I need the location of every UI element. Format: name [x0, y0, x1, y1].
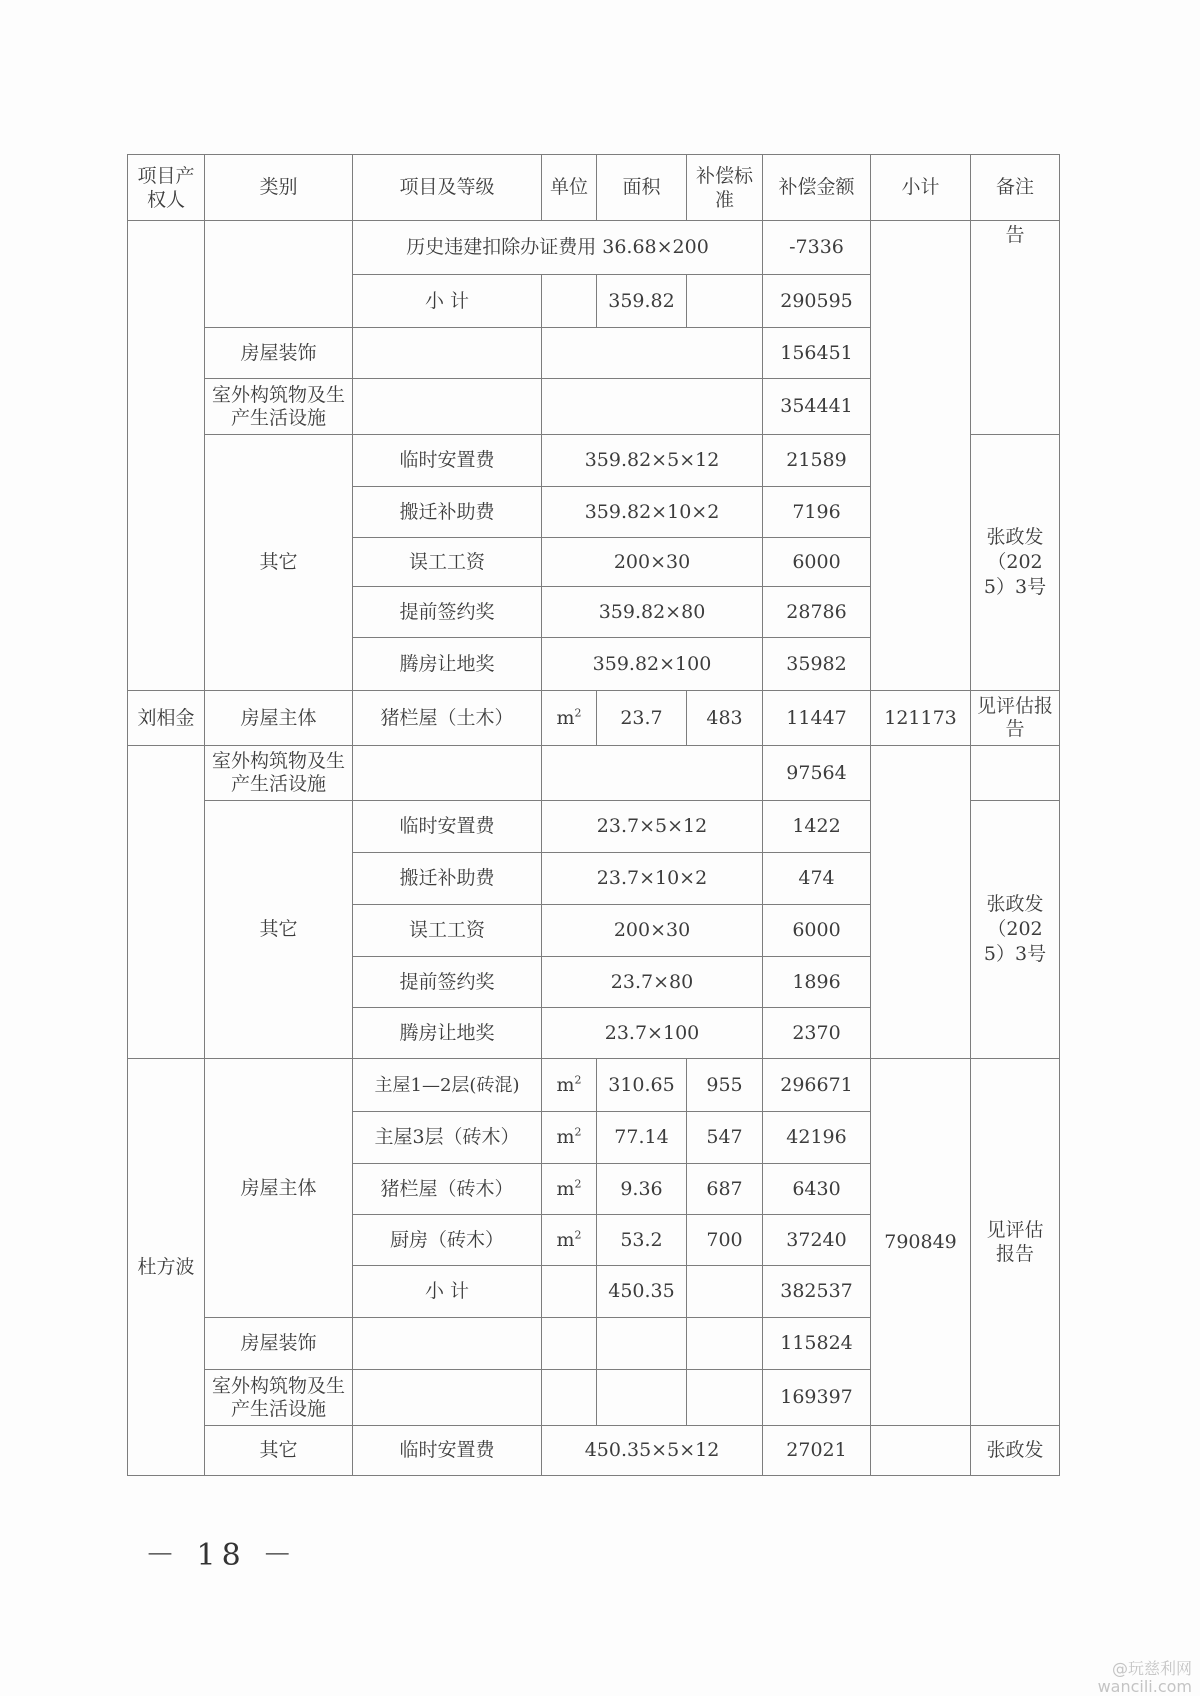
page-number: － 18 － [145, 1538, 299, 1573]
amount-cell: 1896 [763, 957, 871, 1008]
item-cell: 临时安置费 [353, 435, 542, 487]
item-cell: 猪栏屋（土木） [353, 691, 542, 746]
item-cell [353, 746, 542, 801]
area-cell [597, 1318, 687, 1370]
unit-superscript: 2 [574, 706, 582, 720]
unit-cell [542, 1059, 597, 1112]
category-cell-continued [205, 221, 353, 328]
item-cell: 主屋3层（砖木） [353, 1112, 542, 1164]
unit-cell [542, 1370, 597, 1426]
item-cell [353, 379, 542, 435]
amount-cell: 97564 [763, 746, 871, 801]
remark-cell: 张政发（2025）3号 [971, 801, 1060, 1059]
formula-cell: 200×30 [542, 905, 763, 957]
unit-superscript: 2 [574, 1228, 582, 1242]
amount-cell: 6000 [763, 538, 871, 587]
standard-cell [687, 1318, 763, 1370]
amount-cell: 37240 [763, 1215, 871, 1266]
formula-cell: 23.7×100 [542, 1008, 763, 1059]
area-cell: 77.14 [597, 1112, 687, 1164]
amount-cell: 21589 [763, 435, 871, 487]
subtotal-label: 小 计 [353, 275, 542, 328]
table-header-row [128, 155, 1060, 221]
formula-cell: 359.82×10×2 [542, 487, 763, 538]
watermark-line2: wancili.com [1097, 1677, 1192, 1696]
table-row [128, 1059, 1060, 1112]
standard-cell [687, 1266, 763, 1318]
owner-cell: 杜方波 [128, 1059, 205, 1476]
owner-cell: 刘相金 [128, 691, 205, 746]
item-cell: 临时安置费 [353, 801, 542, 853]
category-cell: 室外构筑物及生产生活设施 [205, 1370, 353, 1426]
table-row [128, 1426, 1060, 1476]
category-cell: 房屋装饰 [205, 1318, 353, 1370]
category-cell: 房屋主体 [205, 691, 353, 746]
amount-cell: 42196 [763, 1112, 871, 1164]
unit-text: m [556, 1228, 575, 1251]
header-subtotal: 小计 [871, 155, 971, 221]
amount-cell: 2370 [763, 1008, 871, 1059]
formula-cell: 359.82×100 [542, 638, 763, 691]
item-cell: 提前签约奖 [353, 587, 542, 638]
remark-cell: 张政发 [971, 1426, 1060, 1476]
remark-cell: 张政发（2025）3号 [971, 435, 1060, 691]
item-cell: 腾房让地奖 [353, 1008, 542, 1059]
unit-text: m [556, 1126, 575, 1148]
unit-superscript: 2 [574, 1073, 582, 1087]
area-cell: 53.2 [597, 1215, 687, 1266]
item-cell: 主屋1—2层(砖混) [353, 1059, 542, 1112]
unit-cell [542, 1112, 597, 1164]
area-cell [597, 1370, 687, 1426]
amount-cell: 169397 [763, 1370, 871, 1426]
unit-cell [542, 691, 597, 746]
unit-text: m [556, 1177, 575, 1200]
unit-cell [542, 1215, 597, 1266]
header-category: 类别 [205, 155, 353, 221]
unit-cell [542, 1164, 597, 1215]
table-row [128, 221, 1060, 275]
unit-text: m [556, 706, 575, 729]
area-cell: 9.36 [597, 1164, 687, 1215]
item-cell: 提前签约奖 [353, 957, 542, 1008]
amount-cell: 474 [763, 853, 871, 905]
item-cell: 厨房（砖木） [353, 1215, 542, 1266]
category-cell: 其它 [205, 801, 353, 1059]
category-cell: 房屋装饰 [205, 328, 353, 379]
formula-cell: 23.7×5×12 [542, 801, 763, 853]
header-unit: 单位 [542, 155, 597, 221]
area-cell: 310.65 [597, 1059, 687, 1112]
remark-cell: 见评估报告 [971, 1059, 1060, 1426]
standard-cell: 483 [687, 691, 763, 746]
unit-cell [542, 1318, 597, 1370]
header-item-grade: 项目及等级 [353, 155, 542, 221]
header-area: 面积 [597, 155, 687, 221]
header-remark: 备注 [971, 155, 1060, 221]
table-row [128, 691, 1060, 746]
header-amount: 补偿金额 [763, 155, 871, 221]
subtotal-cell-continued [871, 746, 971, 1059]
formula-cell: 359.82×5×12 [542, 435, 763, 487]
unit-cell [542, 1266, 597, 1318]
amount-cell: 27021 [763, 1426, 871, 1476]
header-standard: 补偿标准 [687, 155, 763, 221]
formula-cell: 359.82×80 [542, 587, 763, 638]
standard-cell [687, 1370, 763, 1426]
amount-cell: 28786 [763, 587, 871, 638]
amount-cell: 290595 [763, 275, 871, 328]
formula-cell: 200×30 [542, 538, 763, 587]
subtotal-cell: 121173 [871, 691, 971, 746]
compensation-table [127, 154, 1060, 1476]
remark-cell: 见评估报告 [971, 691, 1060, 746]
category-cell: 房屋主体 [205, 1059, 353, 1318]
subtotal-cell: 790849 [871, 1059, 971, 1426]
item-cell: 搬迁补助费 [353, 487, 542, 538]
unit-cell [542, 275, 597, 328]
amount-cell: 156451 [763, 328, 871, 379]
item-cell [353, 1370, 542, 1426]
owner-cell-continued [128, 746, 205, 1059]
amount-cell: 11447 [763, 691, 871, 746]
subtotal-label: 小 计 [353, 1266, 542, 1318]
amount-cell: 6000 [763, 905, 871, 957]
amount-cell: 1422 [763, 801, 871, 853]
amount-cell: 382537 [763, 1266, 871, 1318]
category-cell: 室外构筑物及生产生活设施 [205, 746, 353, 801]
remark-cell: 告 [971, 221, 1060, 435]
amount-cell: 35982 [763, 638, 871, 691]
merged-empty-cell [542, 746, 763, 801]
subtotal-cell-continued [871, 221, 971, 691]
item-cell: 临时安置费 [353, 1426, 542, 1476]
item-cell: 误工工资 [353, 538, 542, 587]
merged-empty-cell [542, 328, 763, 379]
remark-cell [971, 746, 1060, 801]
amount-cell: 7196 [763, 487, 871, 538]
standard-cell: 700 [687, 1215, 763, 1266]
item-cell: 误工工资 [353, 905, 542, 957]
header-owner: 项目产权人 [128, 155, 205, 221]
table-row [128, 746, 1060, 801]
illegal-deduction-label: 历史违建扣除办证费用 36.68×200 [353, 221, 763, 275]
unit-text: m [556, 1073, 575, 1096]
unit-superscript: 2 [574, 1125, 582, 1139]
standard-cell: 955 [687, 1059, 763, 1112]
item-cell [353, 328, 542, 379]
item-cell [353, 1318, 542, 1370]
formula-cell: 23.7×10×2 [542, 853, 763, 905]
watermark-line1: @玩慈利网 [1111, 1659, 1192, 1678]
formula-cell: 23.7×80 [542, 957, 763, 1008]
area-cell: 359.82 [597, 275, 687, 328]
area-cell: 450.35 [597, 1266, 687, 1318]
standard-cell [687, 275, 763, 328]
amount-cell: 296671 [763, 1059, 871, 1112]
merged-empty-cell [542, 379, 763, 435]
amount-cell: -7336 [763, 221, 871, 275]
item-cell: 搬迁补助费 [353, 853, 542, 905]
standard-cell: 687 [687, 1164, 763, 1215]
category-cell: 其它 [205, 435, 353, 691]
amount-cell: 354441 [763, 379, 871, 435]
watermark [1098, 1660, 1192, 1696]
item-cell: 腾房让地奖 [353, 638, 542, 691]
item-cell: 猪栏屋（砖木） [353, 1164, 542, 1215]
formula-cell: 450.35×5×12 [542, 1426, 763, 1476]
category-cell: 其它 [205, 1426, 353, 1476]
category-cell: 室外构筑物及生产生活设施 [205, 379, 353, 435]
amount-cell: 115824 [763, 1318, 871, 1370]
standard-cell: 547 [687, 1112, 763, 1164]
area-cell: 23.7 [597, 691, 687, 746]
subtotal-cell-continued [871, 1426, 971, 1476]
owner-cell-continued [128, 221, 205, 691]
unit-superscript: 2 [574, 1177, 582, 1191]
amount-cell: 6430 [763, 1164, 871, 1215]
